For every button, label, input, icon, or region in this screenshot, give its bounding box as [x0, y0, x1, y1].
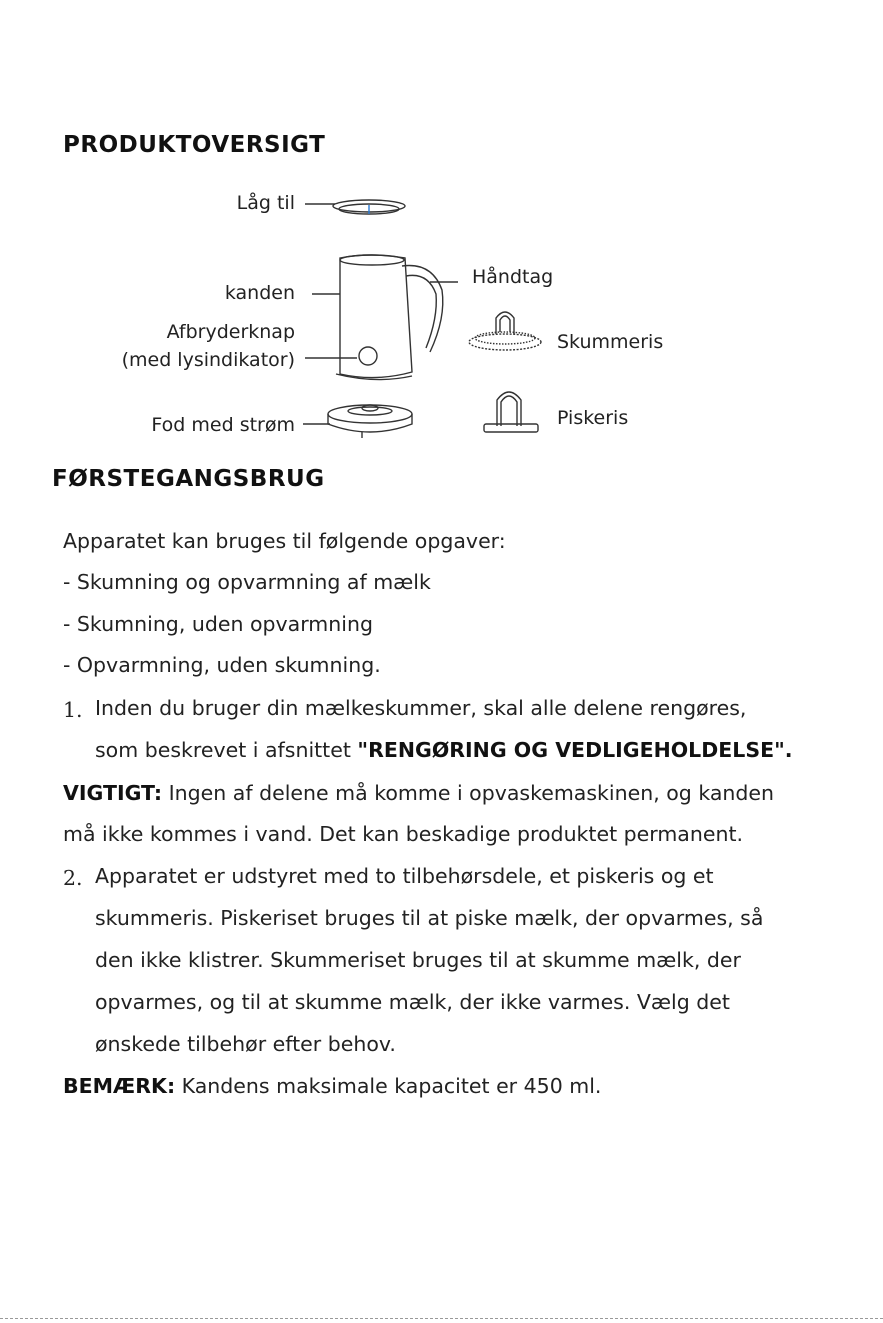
label-switch-line1: Afbryderknap: [166, 321, 295, 343]
product-diagram: [0, 0, 883, 460]
label-switch-line2: (med lysindikator): [121, 349, 295, 371]
important-line-2: må ikke kommes i vand. Det kan beskadige produktet permanent.: [63, 822, 744, 846]
frother-icon: [469, 312, 541, 350]
section-heading-overview: PRODUKTOVERSIGT: [63, 132, 326, 158]
label-jug: kanden: [224, 282, 295, 304]
important-text: Ingen af delene må komme i opvaskemaskinen, og kanden: [162, 781, 775, 805]
whisk-icon: [484, 392, 538, 432]
item-2-line-4: opvarmes, og til at skumme mælk, der ikke varmes. Vælg det: [95, 990, 730, 1014]
label-handle: Håndtag: [472, 266, 554, 288]
section-heading-first-use: FØRSTEGANGSBRUG: [52, 466, 325, 492]
item-1-line-2-text: som beskrevet i afsnittet: [95, 738, 358, 762]
jug-icon: [336, 255, 443, 380]
item-2-number: 2.: [63, 866, 83, 890]
item-2-line-1: Apparatet er udstyret med to tilbehørsdele, et piskeris og et: [95, 864, 714, 888]
label-whisk: Piskeris: [557, 407, 629, 429]
intro-text: Apparatet kan bruges til følgende opgaver:: [63, 529, 506, 553]
item-2-line-2: skummeris. Piskeriset bruges til at piske mælk, der opvarmes, så: [95, 906, 764, 930]
bullet-1: - Skumning og opvarmning af mælk: [63, 570, 431, 594]
item-2-line-3: den ikke klistrer. Skummeriset bruges til at skumme mælk, der: [95, 948, 741, 972]
label-base: Fod med strøm: [151, 414, 295, 436]
label-frother: Skummeris: [557, 331, 664, 353]
cleaning-section-reference: "RENGØRING OG VEDLIGEHOLDELSE".: [357, 738, 793, 762]
item-1-number: 1.: [63, 698, 83, 722]
bullet-2: - Skumning, uden opvarmning: [63, 612, 373, 636]
note-label: BEMÆRK:: [63, 1074, 176, 1098]
item-2-line-5: ønskede tilbehør efter behov.: [95, 1032, 396, 1056]
item-1-line-1: Inden du bruger din mælkeskummer, skal alle delene rengøres,: [95, 696, 747, 720]
bullet-3: - Opvarmning, uden skumning.: [63, 653, 381, 677]
item-1-line-2: [95, 740, 793, 761]
page-bottom-rule: [0, 1318, 883, 1319]
important-line-1: [63, 783, 774, 804]
lid-icon: [333, 200, 405, 214]
note-line: [63, 1076, 601, 1097]
base-icon: [328, 405, 412, 438]
note-text: Kandens maksimale kapacitet er 450 ml.: [175, 1074, 602, 1098]
label-lid: Låg til: [236, 192, 295, 214]
important-label: VIGTIGT:: [63, 781, 163, 805]
